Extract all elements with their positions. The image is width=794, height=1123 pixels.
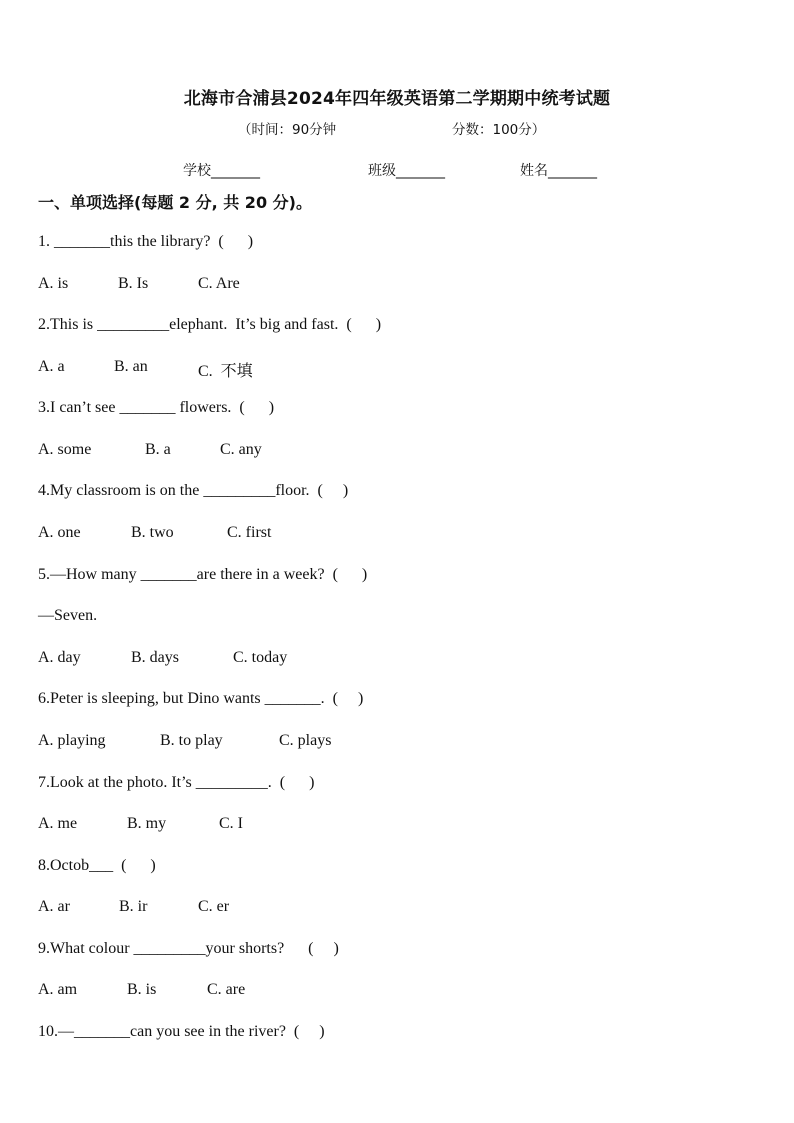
- question-4: 4.My classroom is on the _________floor. ( ): [38, 482, 349, 499]
- q9-option-c: C. are: [207, 981, 246, 998]
- name-field[interactable]: 姓名_______: [520, 163, 597, 179]
- question-3: 3.I can’t see _______ flowers. ( ): [38, 399, 275, 416]
- q2-option-a: A. a: [38, 358, 65, 375]
- q5-option-b: B. days: [131, 649, 179, 666]
- question-5-answer-line: —Seven.: [38, 607, 98, 624]
- q8-option-a: A. ar: [38, 898, 70, 915]
- question-10: 10.—_______can you see in the river? ( ): [38, 1023, 325, 1040]
- q8-option-b: B. ir: [119, 898, 148, 915]
- q4-option-b: B. two: [131, 524, 174, 541]
- q9-option-b: B. is: [127, 981, 157, 998]
- q6-option-a: A. playing: [38, 732, 106, 749]
- exam-title: 北海市合浦县2024年四年级英语第二学期期中统考试题: [183, 89, 611, 109]
- q1-option-c: C. Are: [198, 275, 240, 292]
- question-8: 8.Octob___ ( ): [38, 857, 156, 874]
- q9-option-a: A. am: [38, 981, 78, 998]
- question-6: 6.Peter is sleeping, but Dino wants _______. ( ): [38, 690, 364, 707]
- section-heading: 一、单项选择(每题 2 分, 共 20 分)。: [38, 193, 312, 212]
- q7-option-c: C. I: [219, 815, 243, 832]
- q1-option-a: A. is: [38, 275, 69, 292]
- question-7: 7.Look at the photo. It’s _________. ( ): [38, 774, 315, 791]
- q5-option-c: C. today: [233, 649, 288, 666]
- q6-option-b: B. to play: [160, 732, 223, 749]
- question-5: 5.—How many _______are there in a week? ( ): [38, 566, 368, 583]
- school-field[interactable]: 学校_______: [183, 163, 260, 179]
- q1-option-b: B. Is: [118, 275, 149, 292]
- exam-score: 分数：100分）: [452, 122, 546, 138]
- q2-option-c: C. 不填: [198, 363, 253, 380]
- q4-option-c: C. first: [227, 524, 272, 541]
- exam-time: （时间：90分钟: [238, 122, 337, 138]
- q5-option-a: A. day: [38, 649, 81, 666]
- q4-option-a: A. one: [38, 524, 81, 541]
- q7-option-b: B. my: [127, 815, 167, 832]
- q3-option-a: A. some: [38, 441, 92, 458]
- q7-option-a: A. me: [38, 815, 78, 832]
- class-field[interactable]: 班级_______: [368, 163, 445, 179]
- q3-option-b: B. a: [145, 441, 171, 458]
- q2-option-b: B. an: [114, 358, 148, 375]
- question-2: 2.This is _________elephant. It’s big and fast. ( ): [38, 316, 382, 333]
- q8-option-c: C. er: [198, 898, 230, 915]
- q6-option-c: C. plays: [279, 732, 332, 749]
- question-1: 1. _______this the library? ( ): [38, 233, 254, 250]
- question-9: 9.What colour _________your shorts? ( ): [38, 940, 339, 957]
- q3-option-c: C. any: [220, 441, 262, 458]
